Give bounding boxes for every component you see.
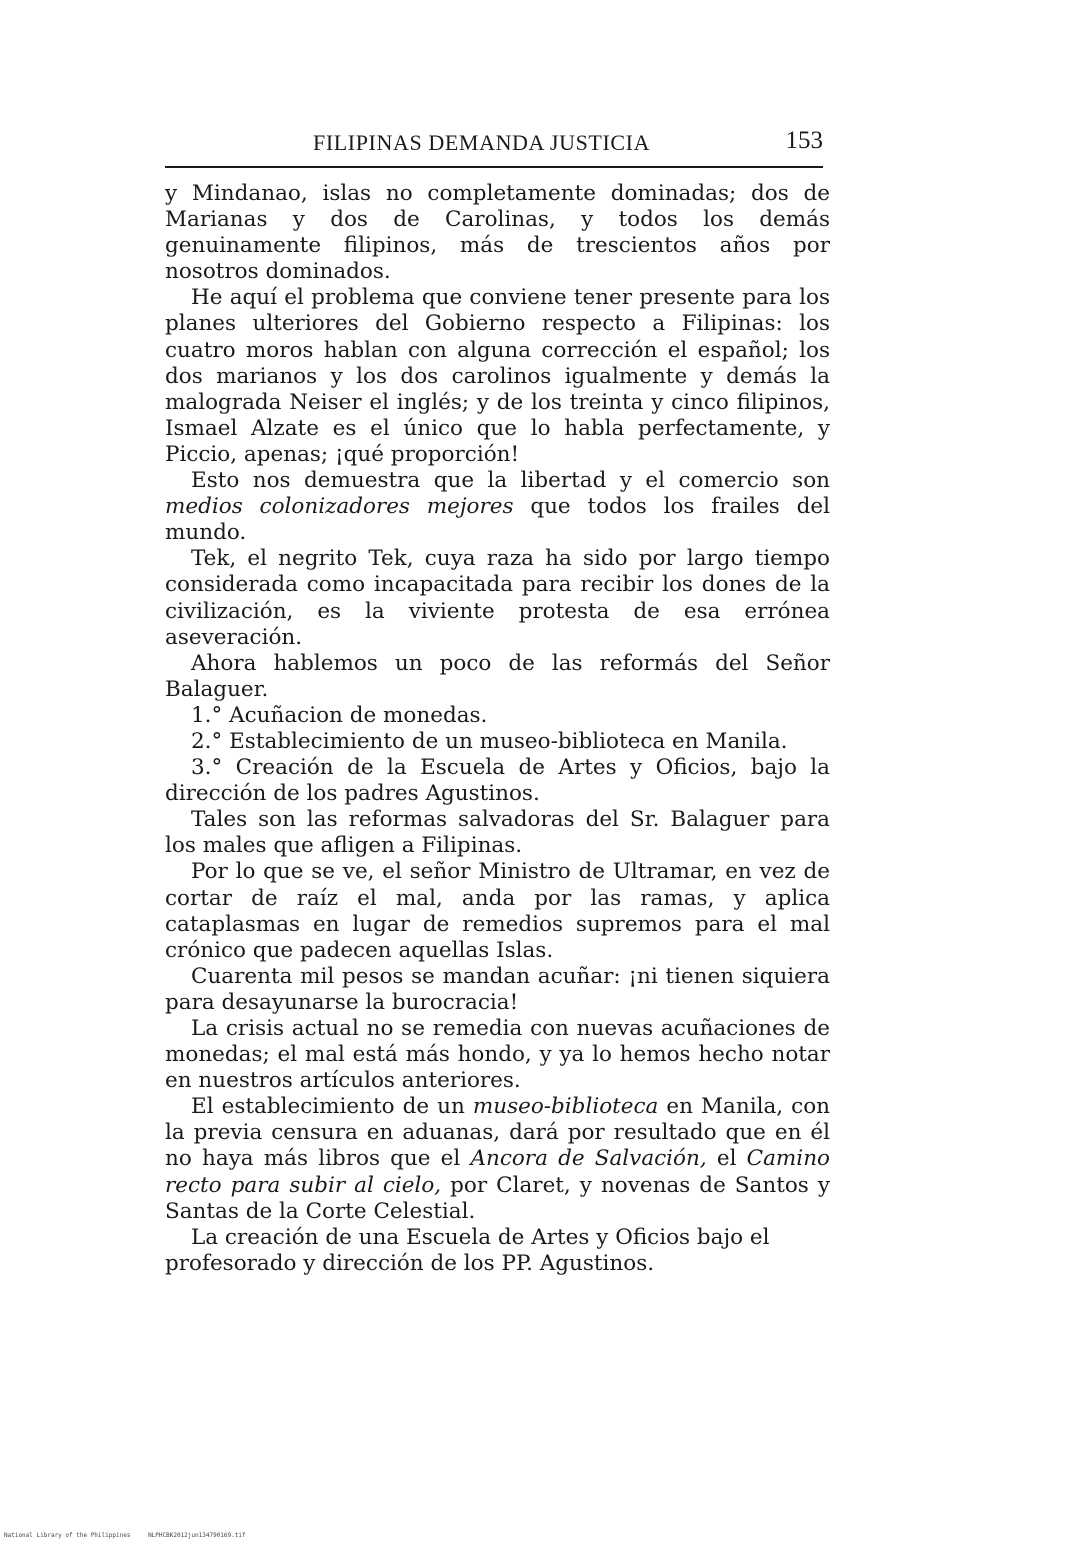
paragraph-escuela: La creación de una Escuela de Artes y Oficios bajo el profesorado y dirección de los PP. Agustinos.: [165, 1224, 770, 1276]
emphasis-medios: medios colonizadores mejores: [165, 494, 514, 520]
paragraph-crisis: La crisis actual no se remedia con nuevas acuñaciones de monedas; el mal está más hondo, y ya lo hemos hecho notar en nuestros artículos anteriores.: [165, 1016, 830, 1094]
paragraph-continuation: y Mindanao, islas no completamente dominadas; dos de Marianas y dos de Carolinas, y todos los demás genuinamente filipinos, más de trescientos años por nosotros dominados.: [165, 181, 830, 285]
paragraph-museo-text-2: en Manila, con la previa censura en aduanas, dará por resultado que en él no haya más libros que el: [165, 1094, 830, 1172]
paragraph-cuarenta: Cuarenta mil pesos se mandan acuñar: ¡ni tienen siquiera para desayunarse la burocracia!: [165, 963, 830, 1015]
paragraph-museo: [165, 1094, 830, 1224]
paragraph-problem: He aquí el problema que conviene tener presente para los planes ulteriores del Gobierno respecto a Filipinas: los cuatro moros hablan con alguna corrección el español; los dos marianos y los dos carolinos igualmente y demás la malograda Neiser el inglés; y de los treinta y cinco filipinos, Ismael Alzate es el único que lo habla perfectamente, y Piccio, apenas; ¡qué proporción!: [165, 285, 830, 467]
body-text: [165, 181, 830, 1277]
paragraph-reforms-intro: Ahora hablemos un poco de las reformás del Señor Balaguer.: [165, 650, 830, 702]
header-rule: [165, 166, 823, 168]
paragraph-liberty-text-end: que todos los frailes del mundo.: [165, 494, 830, 546]
reform-item-1: 1.° Acuñacion de monedas.: [191, 702, 488, 728]
emphasis-museo-biblioteca: museo-biblioteca: [472, 1094, 659, 1120]
emphasis-camino: Camino recto para subir al cielo,: [165, 1146, 830, 1198]
paragraph-museo-text-3: el: [706, 1146, 747, 1172]
page-header: [165, 126, 825, 160]
footer-library: National Library of the Philippines: [4, 1532, 131, 1539]
paragraph-liberty: [165, 468, 830, 546]
reform-item-3: 3.° Creación de la Escuela de Artes y Oficios, bajo la dirección de los padres Agustinos.: [165, 755, 830, 807]
paragraph-museo-text-4: por Claret, y novenas de Santos y Santas de la Corte Celestial.: [165, 1172, 830, 1224]
scan-footer: [4, 1532, 246, 1539]
paragraph-tek: Tek, el negrito Tek, cuya raza ha sido por largo tiempo considerada como incapacitada para recibir los dones de la civilización, es la viviente protesta de esa errónea aseveración.: [165, 546, 830, 650]
running-title: FILIPINAS DEMANDA JUSTICIA: [313, 130, 651, 155]
paragraph-ministro: Por lo que se ve, el señor Ministro de Ultramar, en vez de cortar de raíz el mal, anda por las ramas, y aplica cataplasmas en lugar de remedios supremos para el mal crónico que padecen aquellas Islas.: [165, 859, 830, 963]
page-number: 153: [785, 127, 823, 154]
reform-item-2: 2.° Establecimiento de un museo-biblioteca en Manila.: [191, 728, 788, 754]
paragraph-museo-text-1: El establecimiento de un: [191, 1094, 473, 1120]
emphasis-ancora: Ancora de Salvación,: [470, 1146, 707, 1172]
paragraph-liberty-text: Esto nos demuestra que la libertad y el comercio son: [191, 468, 830, 494]
paragraph-salvadoras: Tales son las reformas salvadoras del Sr. Balaguer para los males que afligen a Filipinas.: [165, 807, 830, 859]
footer-file: NLPHCBK2012jun134790169.tif: [148, 1532, 246, 1539]
